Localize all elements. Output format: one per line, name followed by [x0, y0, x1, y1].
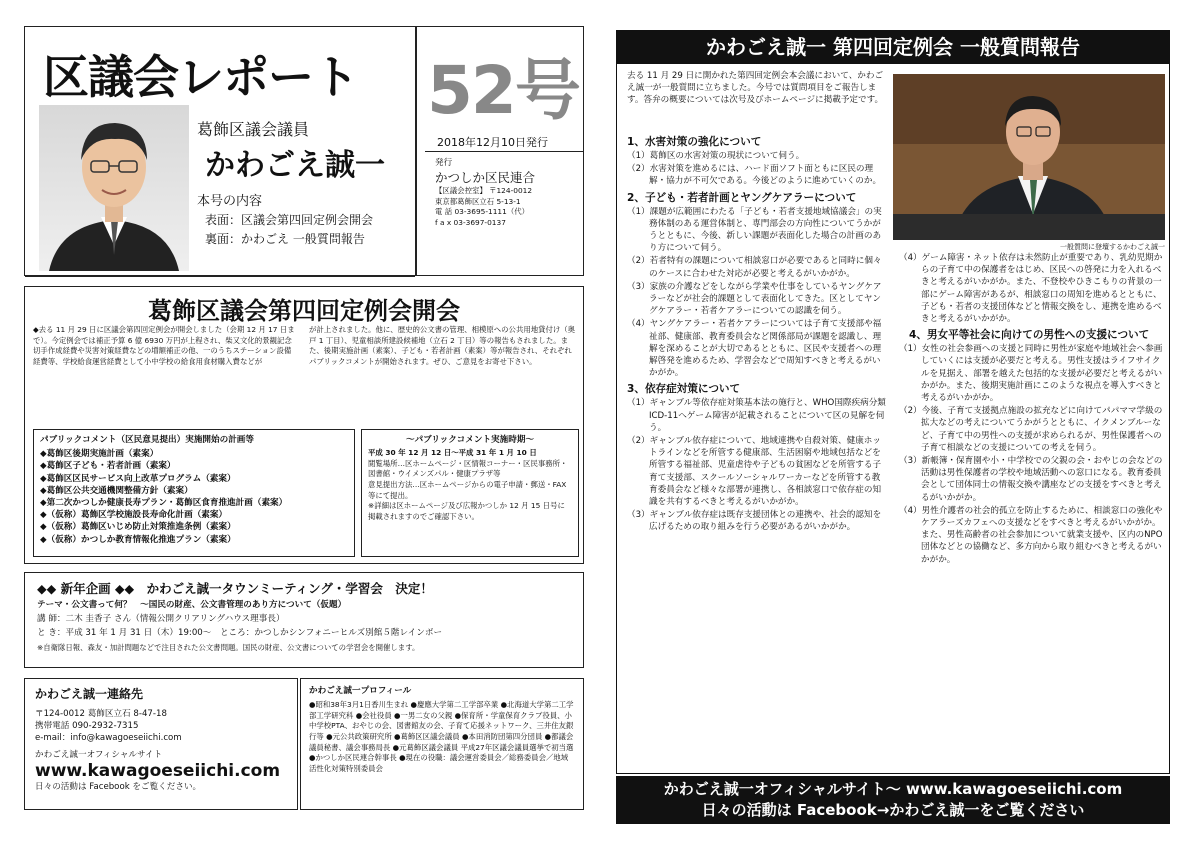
- event-announcement: [24, 572, 584, 668]
- question-item: （1）課題が広範囲にわたる「子ども・若者支援地域協議会」の実務体制のある運営体制と、専門部会の方向性についてうかがうとともに、今後、新しい課題が表面化した場合の計画のあり方について伺う。: [627, 206, 882, 254]
- period-title: ～パブリックコメント実施時期～: [405, 435, 535, 445]
- masthead: [24, 26, 584, 276]
- profile-title: かわごえ誠一プロフィール: [309, 686, 412, 696]
- question-item: （2）若者特有の課題について相談窓口が必要であると同時に個々のケースに合わせた対応が必要と考えるがいかがか。: [627, 256, 882, 279]
- list-item: ◆（仮称）葛飾区いじめ防止対策推進条例（素案）: [40, 522, 236, 533]
- question-item: （2）ギャンブル依存症について、地域連携や自殺対策、健康ホットラインなどを所管する健康部、生活困窮や地域包括などを所管する福祉部、児童虐待や子どもの貧困などを所管する子育て支援部、スクールソーシャルワーカーなどを所管する教育委員会など様々な部署が連携し、各相談窓口で依存症の知識を共有するべきと考えるがいかがか。: [627, 436, 882, 508]
- section-heading: 3、依存症対策について: [627, 383, 741, 396]
- divider: [425, 151, 583, 152]
- event-datetime: と き：平成 31 年 1 月 31 日（木）19:00～ ところ：かつしかシンフォニーヒルズ別館５階レインボー: [37, 628, 443, 638]
- public-comment-list: [33, 429, 355, 557]
- question-item: （1）女性の社会参画への支援と同時に男性が家庭や地域社会へ参画していくには支援が必要だと考える。男性支援はライフサイクルを見据え、部署を越えた包括的な支援が必要だと考えるがいかがか。また、後期実施計画にこのような視点を導入すべきと考えるがいかがか。: [899, 344, 1163, 404]
- contact-email[interactable]: e-mail：info@kawagoeseiichi.com: [35, 733, 182, 744]
- period-line: 閲覧場所…区ホームページ・区情報コーナー・区民事務所・図書館・ウイメンズパル・健康プラザ等: [368, 458, 568, 479]
- footer-banner: [616, 776, 1170, 824]
- report-title: かわごえ誠一 第四回定例会 一般質問報告: [616, 30, 1170, 64]
- publisher-line: 東京都葛飾区立石 5-13-1: [435, 196, 521, 206]
- question-item: （1）ギャンブル等依存症対策基本法の施行と、WHO国際疾病分類ICD-11へゲーム障害が記載されることについて区の見解を伺う。: [627, 398, 886, 433]
- portrait-photo: [39, 105, 189, 271]
- list-item: ◆（仮称）かつしか教育情報化推進プラン（素案）: [40, 534, 236, 545]
- member-name: かわごえ誠一: [205, 148, 385, 183]
- question-item: （4）ゲーム障害・ネット依存は未然防止が重要であり、乳幼児期からの子育て中の保護者をはじめ、区民への啓発に力を入れるべきと考えるがいかがか。また、不登校やひきこもりの背景の一部にゲーム障害があるが、相談窓口の周知を進めるとともに、子ども・若者の支援団体などと情報交換をし、連携を進めるべきと考えるがいかがか。: [899, 253, 1163, 325]
- report-body: [616, 64, 1170, 774]
- opening-article: [24, 286, 584, 564]
- question-item: （3）ギャンブル依存症は既存支援団体との連携や、社会的認知を広げるための取り組みを行う必要があるがいかがか。: [627, 510, 882, 533]
- photo-caption: 一般質問に登壇するかわごえ誠一: [1060, 243, 1165, 251]
- publisher-org: かつしか区民連合: [435, 170, 536, 186]
- question-item: （2）今後、子育て支援拠点施設の拡充などに向けてパパママ学級の拡大などの考えについてうかがうとともに、イクメンブルーなど、子育て中の男性への支援が求められるが、男性保護者への子育て相談などの支援についての考えを伺う。: [899, 406, 1163, 453]
- event-title: ◆◆ 新年企画 ◆◆ かわごえ誠一タウンミーティング・学習会 決定！: [37, 581, 433, 596]
- event-theme: テーマ・公文書って何？ ～国民の財産、公文書管理のあり方について（仮題）: [37, 600, 347, 610]
- question-item: （4）男性介護者の社会的孤立を防止するために、相談窓口の強化やケアラーズカフェへの支援などをすべきと考えるがいかがか。また、男性高齢者の社会参加について就業支援や、区内のNPO団体などとの協働など、多方向から取り組むべきと考えるがいかがか。: [899, 505, 1163, 565]
- question-item: （1）葛飾区の水害対策の現状について伺う。: [627, 151, 805, 161]
- section-heading: 2、子ども・若者計画とヤングケアラーについて: [627, 191, 857, 204]
- question-item: （3）家族の介護などをしながら学業や仕事をしているヤングケアラーなどが社会的課題として表面化してきた。区としてヤングケアラー・若者ケアラーについての認識を伺う。: [627, 281, 882, 317]
- site-label: かわごえ誠一オフィシャルサイト: [35, 749, 163, 760]
- publisher-label: 発行: [435, 158, 453, 168]
- contents-heading: 本号の内容: [197, 194, 263, 209]
- divider: [415, 27, 417, 275]
- report-column-1: [627, 132, 887, 535]
- publisher-block: [435, 157, 585, 229]
- article-title: 葛飾区議会第四回定例会開会: [148, 297, 460, 325]
- list-item: ◆葛飾区後期実施計画（素案）: [40, 449, 159, 460]
- question-item: （4）ヤングケアラー・若者ケアラーについては子育て支援部や福祉部、健康部、教育委員会など関係部局が課題を認識し、理解を深めることが大切であるとともに、区民や支援者への理解啓発を進めるため、学習会などで周知すべきと考えるがいかがか。: [627, 319, 882, 379]
- contents-item: 裏面：かわごえ 一般質問報告: [205, 232, 365, 246]
- contact-box: [24, 678, 298, 810]
- list-item: ◆葛飾区公共交通機関整備方針（素案）: [40, 485, 193, 496]
- public-comment-period: [361, 429, 579, 557]
- event-lecturer: 講 師：二木 圭香子 さん（情報公開クリアリングハウス理事長）: [37, 614, 285, 624]
- list-item: ◆葛飾区区民サービス向上改革プログラム（素案）: [40, 473, 236, 484]
- report-intro: 去る 11 月 29 日に開かれた第四回定例会本会議において、かわごえ誠一が一般質問に立ちました。今号では質問項目をご報告します。答弁の概要については次号及びホームページに掲載予定です。: [627, 71, 884, 106]
- list-item: ◆（仮称）葛飾区学校施設長寿命化計画（素案）: [40, 510, 228, 521]
- profile-text: ●昭和38年3月1日香川生まれ ●慶應大学第二工学部卒業 ●北海道大学第二工学部工学研究科 ●会社役員 ●一男二女の父親 ●保育所・学童保育クラブ役員、小中学校PTA、おやじの会、図書館友の会、子育て応援ネットワーク、三井住友銀行等 ●元公共政策研究所 ●葛飾区区議会議員 ●本田消防団第四分団員 ●都議会議員秘書、議会事務局長 ●元葛飾区議会議員 平成27年区議会議員選挙で初当選 ●かつしか区民連合幹事長 ●現在の役職：議会運営委員会／総務委員会／地域活性化対策特別委員会: [309, 700, 574, 773]
- speech-photo: [893, 74, 1165, 240]
- issue-date: 2018年12月10日発行: [437, 136, 548, 149]
- period-line: ※詳細は区ホームページ及び広報かつしか 12 月 15 日号に掲載されますのでご確認下さい。: [368, 501, 565, 521]
- period-line: 平成 30 年 12 月 12 日～平成 31 年 1 月 10 日: [368, 448, 537, 458]
- member-title: 葛飾区議会議員: [197, 120, 310, 139]
- section-heading: 1、水害対策の強化について: [627, 136, 762, 148]
- footer-site-link[interactable]: かわごえ誠一オフィシャルサイト～ www.kawagoeseiichi.com: [663, 780, 1123, 798]
- list-item: ◆葛飾区子ども・若者計画（素案）: [40, 461, 176, 472]
- event-note: ※自衛隊日報、森友・加計問題などで注目された公文書問題。国民の財産、公文書についての学習会を開催します。: [37, 643, 420, 652]
- article-text: が計上されました。他に、歴史的公文書の管理、相模原への公共用地貸付け（奥戸 1 丁目）、児童相談所建設候補地（立石 2 丁目）等の報告もされました。また、後期実施計画（素案）、子ども・若者計画（素案）等が報告され、それぞれパブリックコメントが開始されます。ぜひ、ご意見をお寄せ下さい。: [309, 325, 576, 366]
- contact-title: かわごえ誠一連絡先: [35, 687, 144, 701]
- profile-box: [300, 678, 584, 810]
- period-line: 意見提出方法…区ホームページからの電子申請・郵送・FAX 等にて提出。: [368, 479, 567, 500]
- newsletter-title: 区議会レポート: [43, 50, 358, 104]
- report-column-2: [899, 252, 1163, 567]
- contact-address: 〒124-0012 葛飾区立石 8-47-18: [35, 709, 167, 719]
- question-item: （3）新帳簿・保育園や小・中学校での父親の会・おやじの会などの活動は男性保護者の学校や地域活動への窓口になる。教育委員会として団体同士の情報交換や講座などの支援をすべきと考えるがいかがか。: [899, 456, 1163, 503]
- question-item: （2）水害対策を進めるには、ハード面ソフト面ともに区民の理解・協力が不可欠である。今後どのように進めていくのか。: [627, 164, 882, 187]
- site-url-link[interactable]: www.kawagoeseiichi.com: [35, 760, 281, 781]
- article-text: ◆去る 11 月 29 日に区議会第四回定例会が開会しました（会期 12 月 17 日まで）。今定例会では補正予算 6 億 6930 万円が上程され、柴又文化的景観記念切手作成経費や災害対策経費などの増額補正の他、一のうちステーション設備経費等、学校給食運営経費として小中学校の給食用食材購入費などが: [33, 325, 295, 366]
- list-item: ◆第二次かつしか健康長寿プラン・葛飾区食育推進計画（素案）: [40, 498, 288, 509]
- publisher-line: 【区議会控室】 〒124-0012: [435, 186, 533, 196]
- contact-phone: 携帯電話 090-2932-7315: [35, 721, 139, 732]
- contents-item: 表面：区議会第四回定例会開会: [205, 213, 374, 227]
- footer-facebook-note: 日々の活動は Facebook→かわごえ誠一をご覧ください: [701, 801, 1085, 819]
- list-title: パブリックコメント（区民意見提出）実施開始の計画等: [40, 435, 254, 445]
- issue-number: 52号: [427, 52, 579, 129]
- publisher-line: 電 話 03-3695-1111（代）: [435, 207, 530, 217]
- publisher-line: f a x 03-3697-0137: [435, 217, 506, 227]
- section-heading: 4、男女平等社会に向けての男性への支援について: [909, 329, 1150, 342]
- divider: [25, 275, 415, 277]
- facebook-note: 日々の活動は Facebook をご覧ください。: [35, 781, 202, 792]
